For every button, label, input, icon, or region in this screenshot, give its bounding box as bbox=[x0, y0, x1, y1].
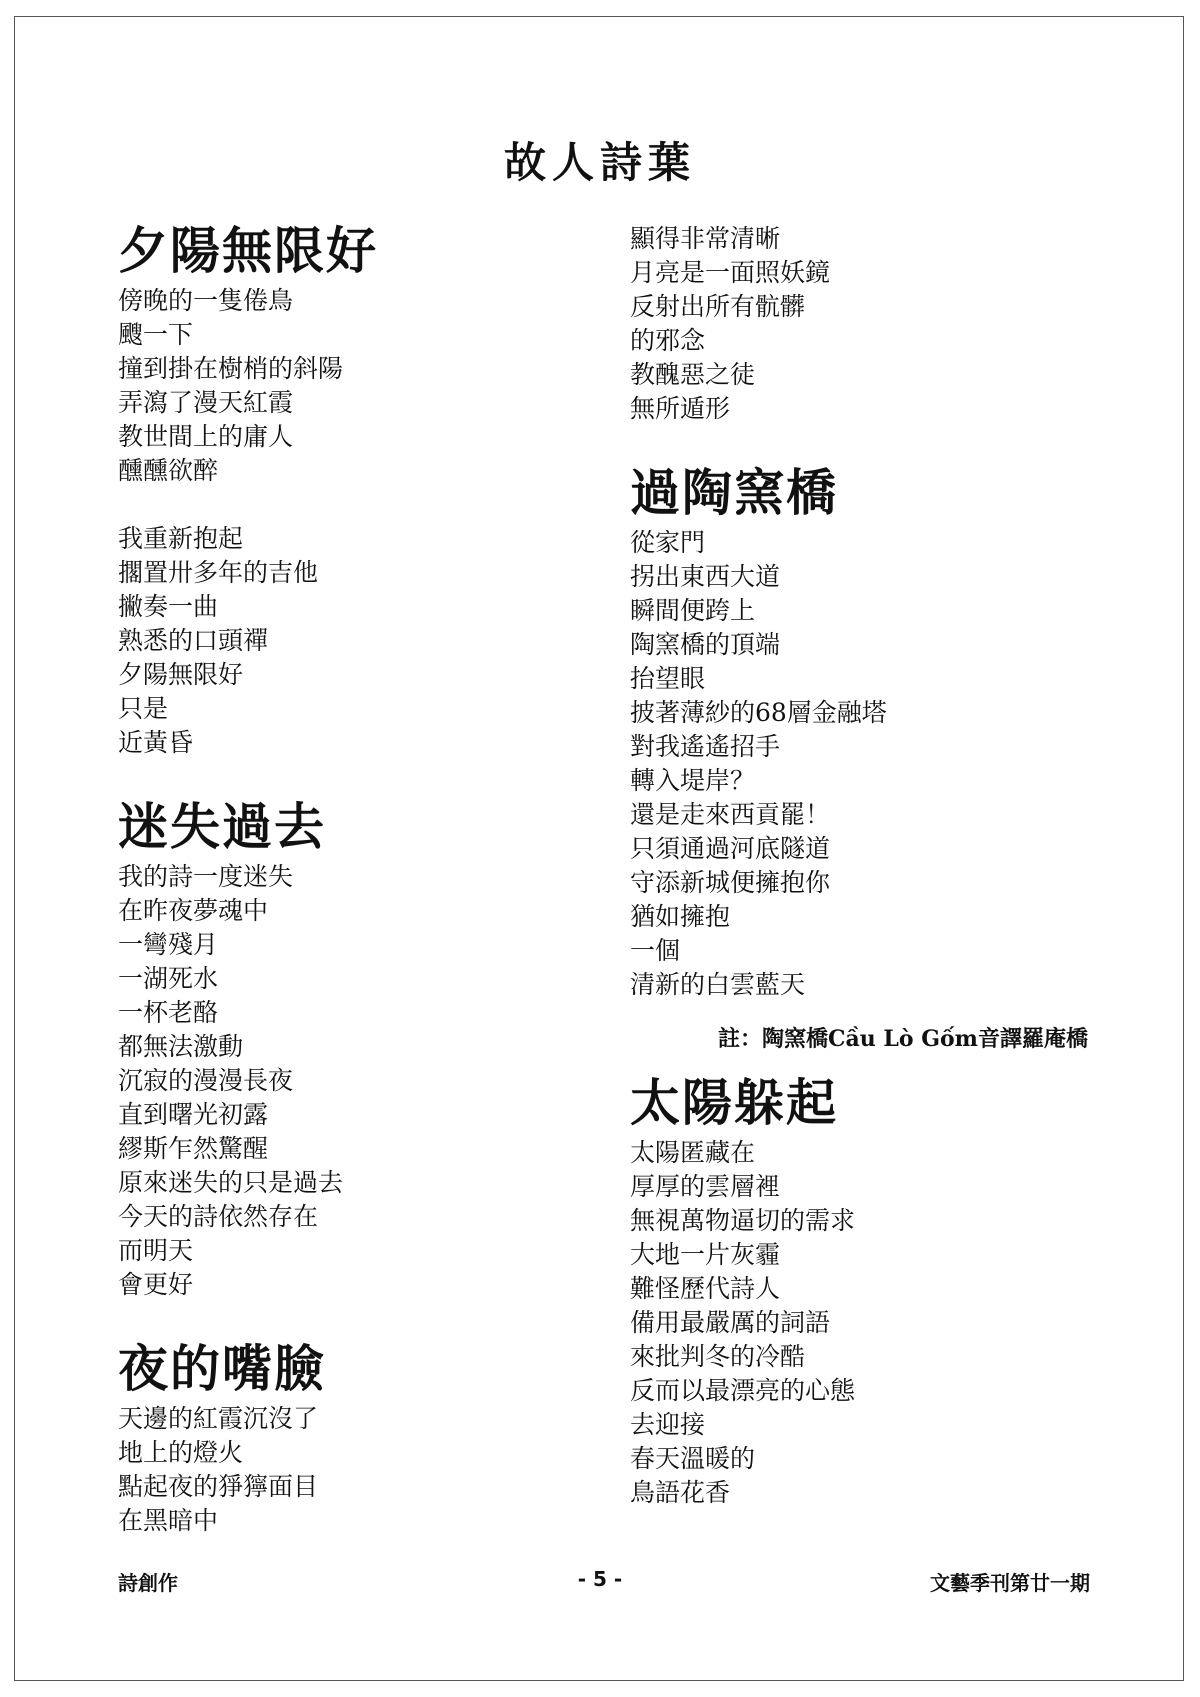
right-poems bbox=[630, 460, 1130, 1510]
poem-title: 夜的嘴臉 bbox=[118, 1339, 326, 1398]
poem-line: 地上的燈火 bbox=[118, 1438, 244, 1467]
poem-line: 陶窯橋的頂端 bbox=[630, 630, 781, 659]
poem-line: 在黑暗中 bbox=[118, 1506, 219, 1535]
poem-line: 我的詩一度迷失 bbox=[118, 862, 294, 891]
poem-line: 撇奏一曲 bbox=[118, 592, 219, 621]
poem-line: 太陽匿藏在 bbox=[630, 1138, 756, 1167]
poem-line: 瞬間便跨上 bbox=[630, 596, 756, 625]
poem-line: 來批判冬的冷酷 bbox=[630, 1342, 806, 1371]
poem-line: 颼一下 bbox=[118, 320, 194, 349]
poem-line: 反射出所有骯髒 bbox=[630, 292, 806, 321]
poem-line: 原來迷失的只是過去 bbox=[118, 1168, 344, 1197]
poem-line: 熟悉的口頭禪 bbox=[118, 626, 269, 655]
poem bbox=[118, 794, 618, 1302]
poem-title: 夕陽無限好 bbox=[118, 221, 378, 280]
poem-line: 月亮是一面照妖鏡 bbox=[630, 258, 831, 287]
poem-line: 我重新抱起 bbox=[118, 524, 244, 553]
poem-line: 去迎接 bbox=[630, 1410, 706, 1439]
footer-section-label: 詩創作 bbox=[118, 1571, 178, 1595]
poem-line: 鳥語花香 bbox=[630, 1478, 731, 1507]
poem-line: 都無法激動 bbox=[118, 1032, 244, 1061]
poem-line: 撞到掛在樹梢的斜陽 bbox=[118, 354, 344, 383]
poem-line: 清新的白雲藍天 bbox=[630, 970, 806, 999]
poem-line: 無所遁形 bbox=[630, 394, 731, 423]
poem-line: 顯得非常清晰 bbox=[630, 224, 781, 253]
poem-line: 而明天 bbox=[118, 1236, 194, 1265]
poem-line: 備用最嚴厲的詞語 bbox=[630, 1308, 831, 1337]
poem-line: 弄瀉了漫天紅霞 bbox=[118, 388, 294, 417]
poem-line: 反而以最漂亮的心態 bbox=[630, 1376, 856, 1405]
poem-line: 無視萬物逼切的需求 bbox=[630, 1206, 856, 1235]
poem-line: 天邊的紅霞沉沒了 bbox=[118, 1404, 319, 1433]
journal-issue: 文藝季刊第廿一期 bbox=[930, 1571, 1090, 1595]
poem-line: 還是走來西貢罷！ bbox=[630, 800, 831, 829]
poem bbox=[630, 460, 1130, 1002]
left-column bbox=[118, 218, 618, 1572]
poem-line: 今天的詩依然存在 bbox=[118, 1202, 319, 1231]
poem-line: 轉入堤岸？ bbox=[630, 766, 756, 795]
stanza-break bbox=[118, 488, 618, 522]
poem-line: 點起夜的猙獰面目 bbox=[118, 1472, 319, 1501]
poem-line: 醺醺欲醉 bbox=[118, 456, 219, 485]
poem-line: 披著薄紗的68層金融塔 bbox=[630, 698, 887, 727]
poem-line: 直到曙光初露 bbox=[118, 1100, 269, 1129]
poem-line: 沉寂的漫漫長夜 bbox=[118, 1066, 294, 1095]
poem bbox=[630, 1070, 1130, 1510]
poem-line: 從家門 bbox=[630, 528, 706, 557]
poem-line: 教世間上的庸人 bbox=[118, 422, 294, 451]
poem-line: 厚厚的雲層裡 bbox=[630, 1172, 781, 1201]
poem-line: 對我遙遙招手 bbox=[630, 732, 781, 761]
poem-title: 太陽躲起 bbox=[630, 1073, 838, 1132]
poem-line: 難怪歷代詩人 bbox=[630, 1274, 781, 1303]
poem-line: 一個 bbox=[630, 936, 681, 965]
page-number: - 5 - bbox=[577, 1567, 623, 1591]
poem-line: 抬望眼 bbox=[630, 664, 706, 693]
poem bbox=[118, 218, 618, 760]
poem-line: 只是 bbox=[118, 694, 169, 723]
footnote: 註：陶窯橋Cầu Lò Gốm音譯羅庵橋 bbox=[718, 1026, 1088, 1052]
right-column bbox=[630, 222, 1130, 1544]
poem-line: 會更好 bbox=[118, 1270, 194, 1299]
poem-title: 過陶窯橋 bbox=[630, 463, 838, 522]
poem-line: 教醜惡之徒 bbox=[630, 360, 756, 389]
poem bbox=[118, 1336, 618, 1538]
page-title: 故人詩葉 bbox=[503, 138, 696, 187]
poem-line: 只須通過河底隧道 bbox=[630, 834, 831, 863]
poem-line: 守添新城便擁抱你 bbox=[630, 868, 831, 897]
poem-line: 繆斯乍然驚醒 bbox=[118, 1134, 269, 1163]
poem-line: 一杯老酪 bbox=[118, 998, 219, 1027]
poem-line: 的邪念 bbox=[630, 326, 706, 355]
poem-line: 夕陽無限好 bbox=[118, 660, 244, 689]
poem-title: 迷失過去 bbox=[118, 797, 326, 856]
poem-line: 一湖死水 bbox=[118, 964, 219, 993]
poem-line: 近黃昏 bbox=[118, 728, 194, 757]
poem-line: 在昨夜夢魂中 bbox=[118, 896, 269, 925]
poem-line: 猶如擁抱 bbox=[630, 902, 731, 931]
poem-line: 春天溫暖的 bbox=[630, 1444, 756, 1473]
poem-line: 擱置卅多年的吉他 bbox=[118, 558, 319, 587]
poem-line: 傍晚的一隻倦鳥 bbox=[118, 286, 294, 315]
poem-line: 拐出東西大道 bbox=[630, 562, 781, 591]
poem-line: 一彎殘月 bbox=[118, 930, 219, 959]
poem-line: 大地一片灰霾 bbox=[630, 1240, 781, 1269]
continuation-block bbox=[630, 222, 1130, 426]
